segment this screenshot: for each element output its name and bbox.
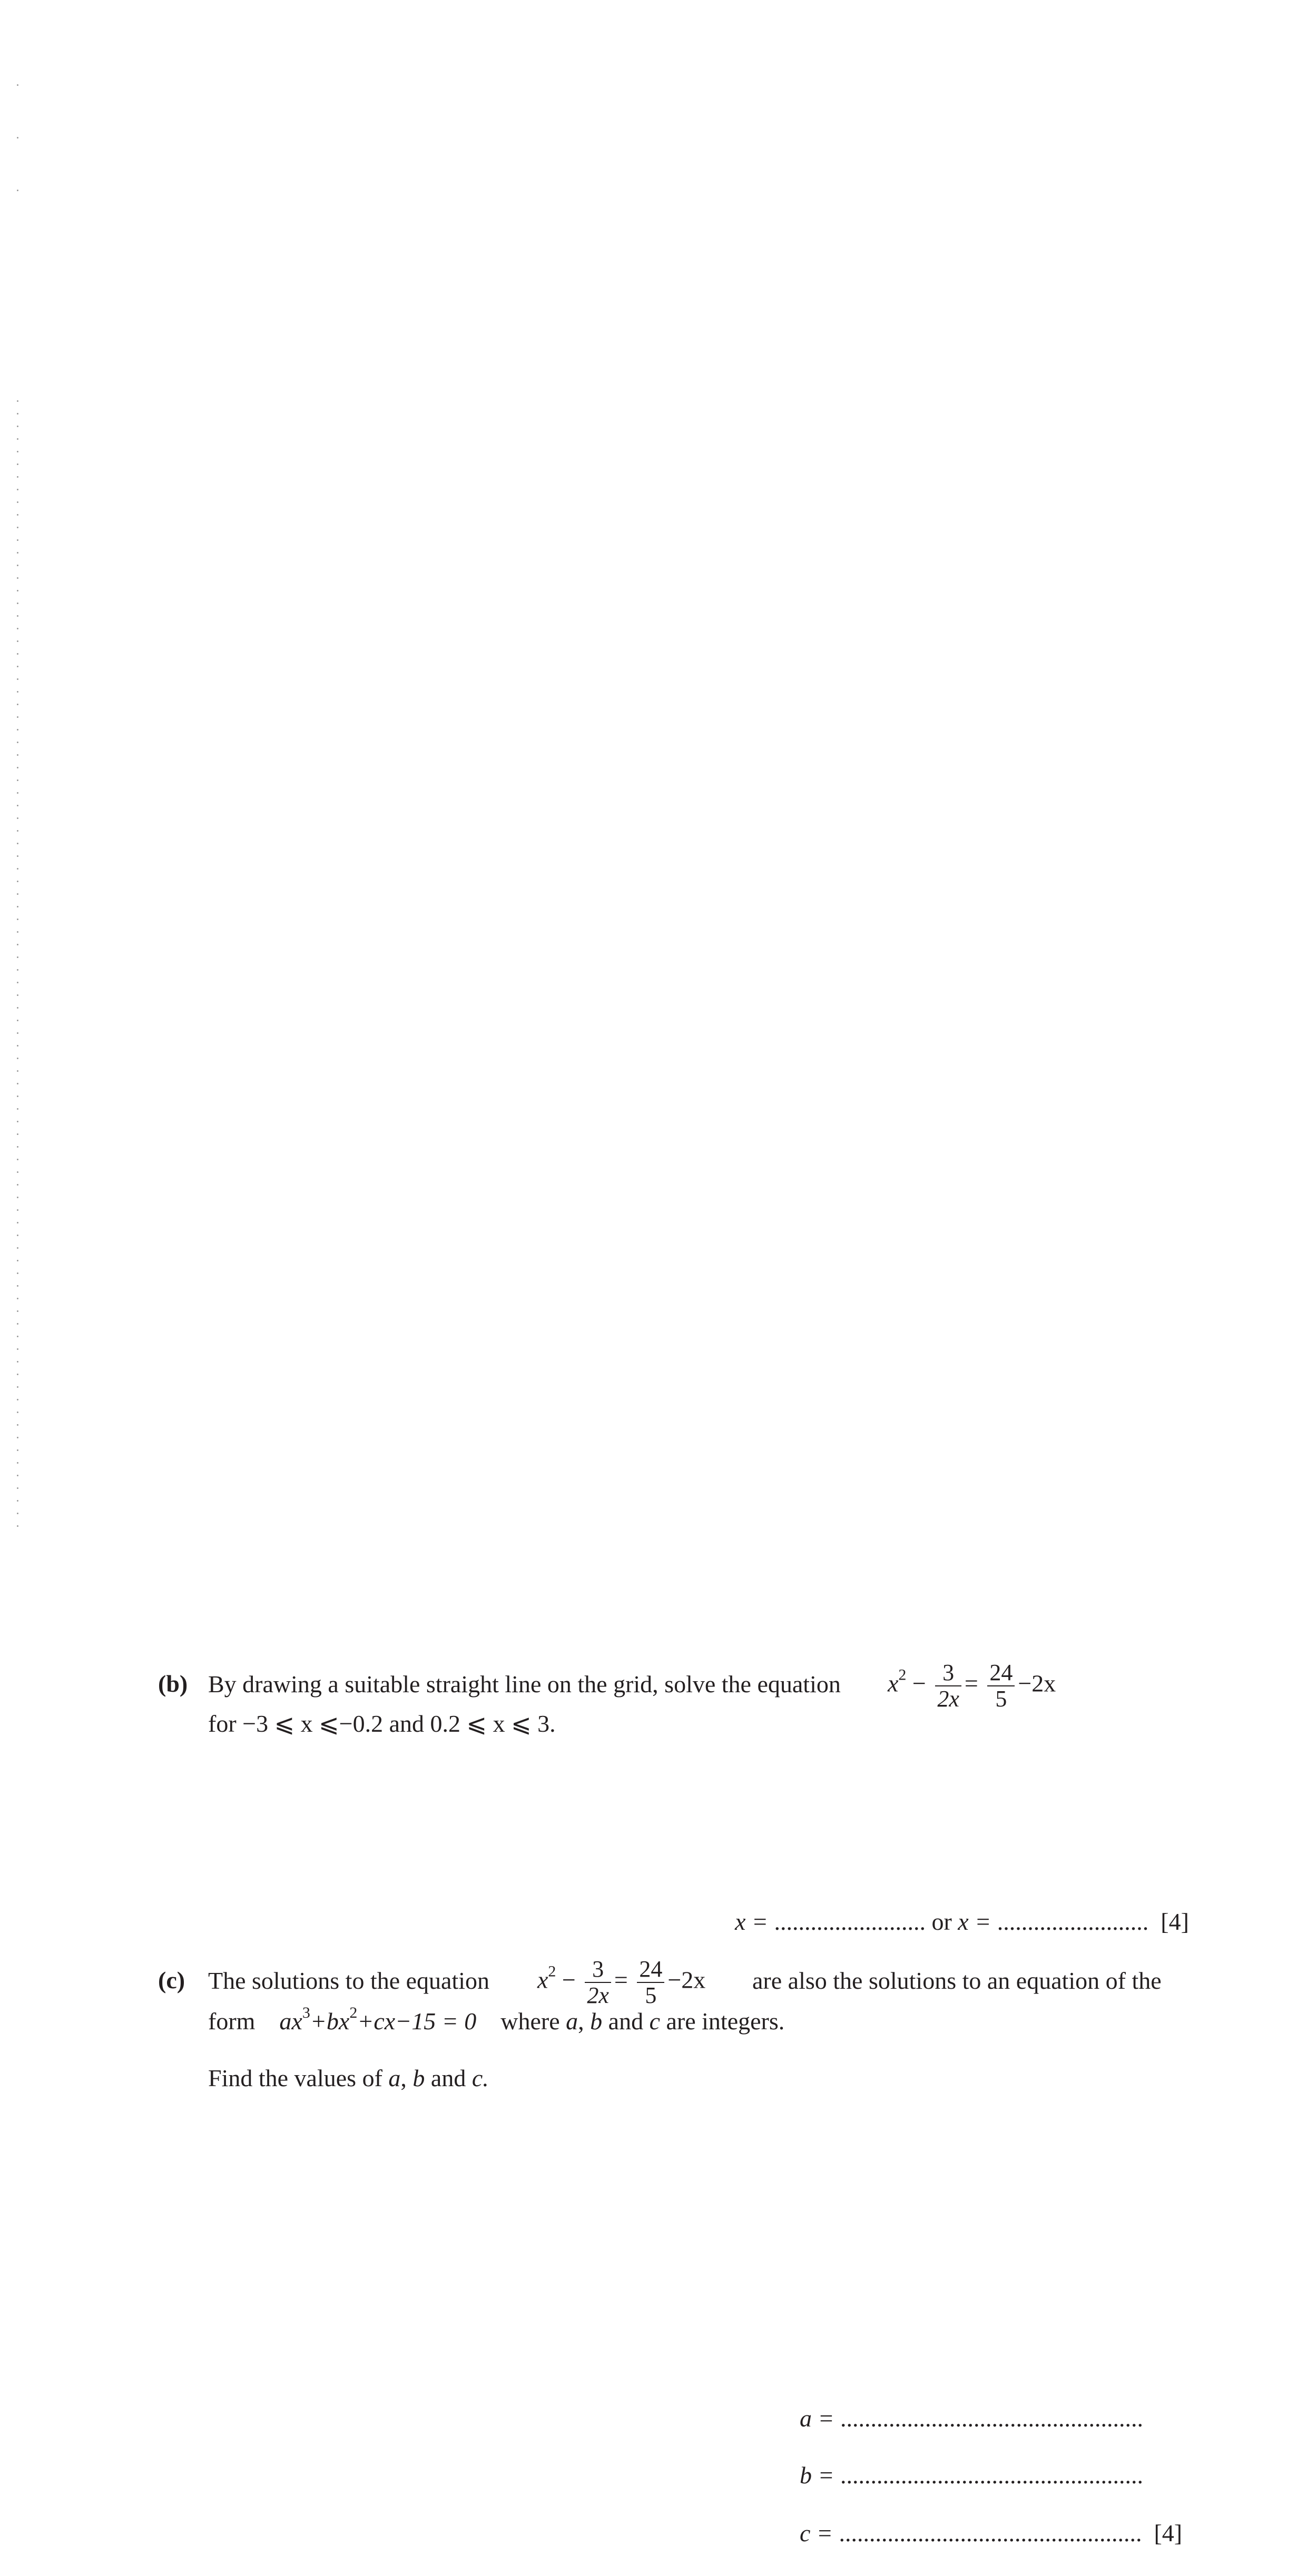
eq-minus: −: [562, 1966, 576, 1993]
margin-dot: [17, 817, 18, 819]
answer-a-label: a =: [800, 2405, 834, 2432]
margin-dot: [17, 1222, 18, 1223]
frac-den: 2x: [587, 1982, 609, 2008]
margin-dot: [17, 919, 18, 920]
margin-dot: [17, 1462, 18, 1464]
margin-dot: [17, 1184, 18, 1186]
answer-b-label: b =: [800, 2462, 834, 2489]
var-a: a: [566, 2008, 578, 2035]
margin-dot: [17, 704, 18, 705]
frac-den: 2x: [937, 1686, 959, 1712]
margin-dot: [17, 1348, 18, 1350]
margin-dot: [17, 843, 18, 844]
var-c: c: [649, 2008, 660, 2035]
margin-dot: [17, 1197, 18, 1198]
margin-dot: [17, 400, 18, 402]
margin-dot: [17, 666, 18, 667]
margin-dot: [17, 1083, 18, 1084]
margin-dot: [17, 1058, 18, 1059]
margin-dot: [17, 1323, 18, 1325]
margin-dot: [17, 603, 18, 604]
margin-dot: [17, 855, 18, 857]
margin-dot: [17, 868, 18, 870]
answer-b-field[interactable]: ..................................................: [840, 2462, 1144, 2489]
eq-minus: −: [912, 1670, 926, 1697]
margin-dot: [17, 1247, 18, 1249]
margin-dot: [17, 565, 18, 566]
cubic-rest: +cx−15 = 0: [357, 2008, 477, 2035]
margin-dot: [17, 1513, 18, 1514]
margin-dot: [17, 137, 18, 139]
margin-dot: [17, 1399, 18, 1400]
part-c-intro-text: The solutions to the equation: [208, 1967, 490, 1994]
eq-power: 2: [898, 1666, 907, 1684]
answer-x2-label: x =: [958, 1908, 991, 1935]
margin-dot: [17, 84, 18, 86]
margin-dot: [17, 779, 18, 781]
margin-dot: [17, 1500, 18, 1502]
part-b-marks: [4]: [1161, 1908, 1189, 1935]
margin-dot: [17, 1070, 18, 1072]
margin-dot: [17, 1361, 18, 1363]
margin-dot: [17, 1159, 18, 1160]
margin-dot: [17, 1095, 18, 1097]
margin-dot: [17, 451, 18, 452]
margin-dot: [17, 969, 18, 971]
eq-fraction-3-over-2x: [935, 1660, 961, 1712]
frac-num: 24: [987, 1660, 1015, 1686]
frac-num: 3: [935, 1660, 961, 1686]
eq-fraction-24-over-5: [637, 1957, 664, 2008]
margin-dot: [17, 1007, 18, 1009]
answer-c-field[interactable]: ..................................................: [839, 2520, 1142, 2547]
part-b-range: for −3 ⩽ x ⩽−0.2 and 0.2 ⩽ x ⩽ 3.: [208, 1710, 556, 1737]
margin-dot: [17, 893, 18, 895]
margin-dot: [17, 1045, 18, 1047]
margin-dot: [17, 716, 18, 718]
margin-dot: [17, 1298, 18, 1299]
margin-dot: [17, 691, 18, 693]
eq-var-x: x: [537, 1966, 548, 1993]
margin-dot: [17, 1032, 18, 1034]
eq-power: 2: [548, 1962, 556, 1980]
margin-dot: [17, 527, 18, 528]
cubic-power-2: 2: [349, 2004, 358, 2021]
margin-dot: [17, 615, 18, 617]
eq-equals: =: [964, 1670, 978, 1697]
margin-dot: [17, 463, 18, 465]
and-word: and: [608, 2008, 644, 2035]
cubic-power-3: 3: [302, 2004, 310, 2021]
part-c-marks: [4]: [1154, 2520, 1183, 2547]
part-c-find-line: Find the values of a, b and c.: [208, 2065, 489, 2091]
margin-dot: [17, 438, 18, 440]
frac-den: 5: [995, 1686, 1007, 1712]
cubic-a-term: ax: [279, 2008, 302, 2035]
margin-dot: [17, 1285, 18, 1287]
margin-dot: [17, 805, 18, 806]
part-b-instruction: [208, 1670, 841, 1699]
margin-dot: [17, 1437, 18, 1438]
answer-b-row: [800, 2461, 1143, 2489]
margin-dot: [17, 628, 18, 629]
answer-c-row: [800, 2519, 1182, 2547]
eq-tail: −2x: [1018, 1670, 1056, 1697]
frac-num: 3: [585, 1957, 611, 1983]
margin-dot: [17, 1108, 18, 1110]
margin-dot: [17, 994, 18, 996]
margin-dot: [17, 729, 18, 731]
margin-dot: [17, 1374, 18, 1375]
margin-dot: [17, 956, 18, 958]
margin-dot: [17, 1525, 18, 1527]
margin-dot: [17, 640, 18, 642]
margin-dot: [17, 590, 18, 591]
part-b-answer-line: [735, 1908, 1189, 1936]
margin-dot: [17, 577, 18, 579]
margin-dot: [17, 476, 18, 478]
part-b-label: (b): [158, 1670, 188, 1697]
margin-dot: [17, 678, 18, 680]
cubic-b-term: +bx: [310, 2008, 350, 2035]
margin-dot: [17, 514, 18, 516]
answer-x1-label: x =: [735, 1908, 768, 1935]
margin-dot: [17, 1260, 18, 1261]
part-c-after-text: are also the solutions to an equation of the: [752, 1967, 1162, 1994]
eq-fraction-3-over-2x: [585, 1957, 611, 2008]
margin-dot: [17, 830, 18, 832]
margin-dot: [17, 1449, 18, 1451]
where-word: where: [500, 2008, 560, 2035]
var-c: c.: [471, 2065, 489, 2091]
var-a: a: [388, 2065, 401, 2091]
margin-dot: [17, 881, 18, 882]
answer-or: or: [931, 1908, 952, 1935]
eq-var-x: x: [888, 1670, 899, 1697]
margin-dot: [17, 653, 18, 655]
find-text: Find the values of: [208, 2065, 382, 2091]
margin-dot: [17, 1412, 18, 1413]
var-b: b: [590, 2008, 603, 2035]
margin-dot: [17, 931, 18, 933]
margin-dot: [17, 539, 18, 541]
margin-dot: [17, 1310, 18, 1312]
margin-dot: [17, 906, 18, 907]
eq-tail: −2x: [667, 1966, 706, 1993]
margin-dot: [17, 1020, 18, 1021]
part-c-equation: [537, 1957, 705, 2008]
answer-a-field[interactable]: ..................................................: [840, 2405, 1144, 2432]
part-c-form-line: form $ax^3+bx^2+cx-15 = 0$ where a, b and c are integers.: [208, 2004, 785, 2035]
margin-dot: [17, 1487, 18, 1489]
margin-dot: [17, 1121, 18, 1122]
margin-dot: [17, 1272, 18, 1274]
and-word: and: [430, 2065, 466, 2091]
integers-text: are integers.: [666, 2008, 785, 2035]
eq-fraction-24-over-5: [987, 1660, 1015, 1712]
part-b-equation: [888, 1660, 1056, 1712]
answer-x1-field[interactable]: .........................: [774, 1908, 926, 1935]
margin-dot: [17, 1336, 18, 1337]
margin-dot: [17, 982, 18, 983]
margin-dot: [17, 1133, 18, 1135]
var-b: b: [412, 2065, 425, 2091]
margin-dot: [17, 944, 18, 945]
margin-dot: [17, 489, 18, 490]
answer-c-label: c =: [800, 2520, 833, 2547]
margin-dot: [17, 767, 18, 768]
margin-dot: [17, 1386, 18, 1388]
margin-dot: [17, 501, 18, 503]
frac-num: 24: [637, 1957, 664, 1983]
margin-dot: [17, 1146, 18, 1148]
margin-dot: [17, 754, 18, 756]
answer-x2-field[interactable]: .........................: [997, 1908, 1149, 1935]
part-c-label: (c): [158, 1967, 185, 1993]
form-word: form: [208, 2008, 255, 2035]
margin-dot: [17, 1235, 18, 1236]
part-b-intro-text: By drawing a suitable straight line on the grid, solve the equation: [208, 1671, 841, 1697]
margin-dot: [17, 1475, 18, 1476]
margin-dot: [17, 1209, 18, 1211]
margin-dot: [17, 1171, 18, 1173]
margin-dot: [17, 413, 18, 414]
margin-dot: [17, 552, 18, 554]
frac-den: 5: [645, 1982, 657, 2008]
margin-dot: [17, 190, 18, 191]
eq-equals: =: [614, 1966, 628, 1993]
margin-dot: [17, 1424, 18, 1426]
margin-dot: [17, 426, 18, 427]
margin-dot: [17, 742, 18, 743]
margin-dotted-line: [17, 63, 22, 1538]
answer-a-row: [800, 2404, 1143, 2432]
margin-dot: [17, 792, 18, 794]
